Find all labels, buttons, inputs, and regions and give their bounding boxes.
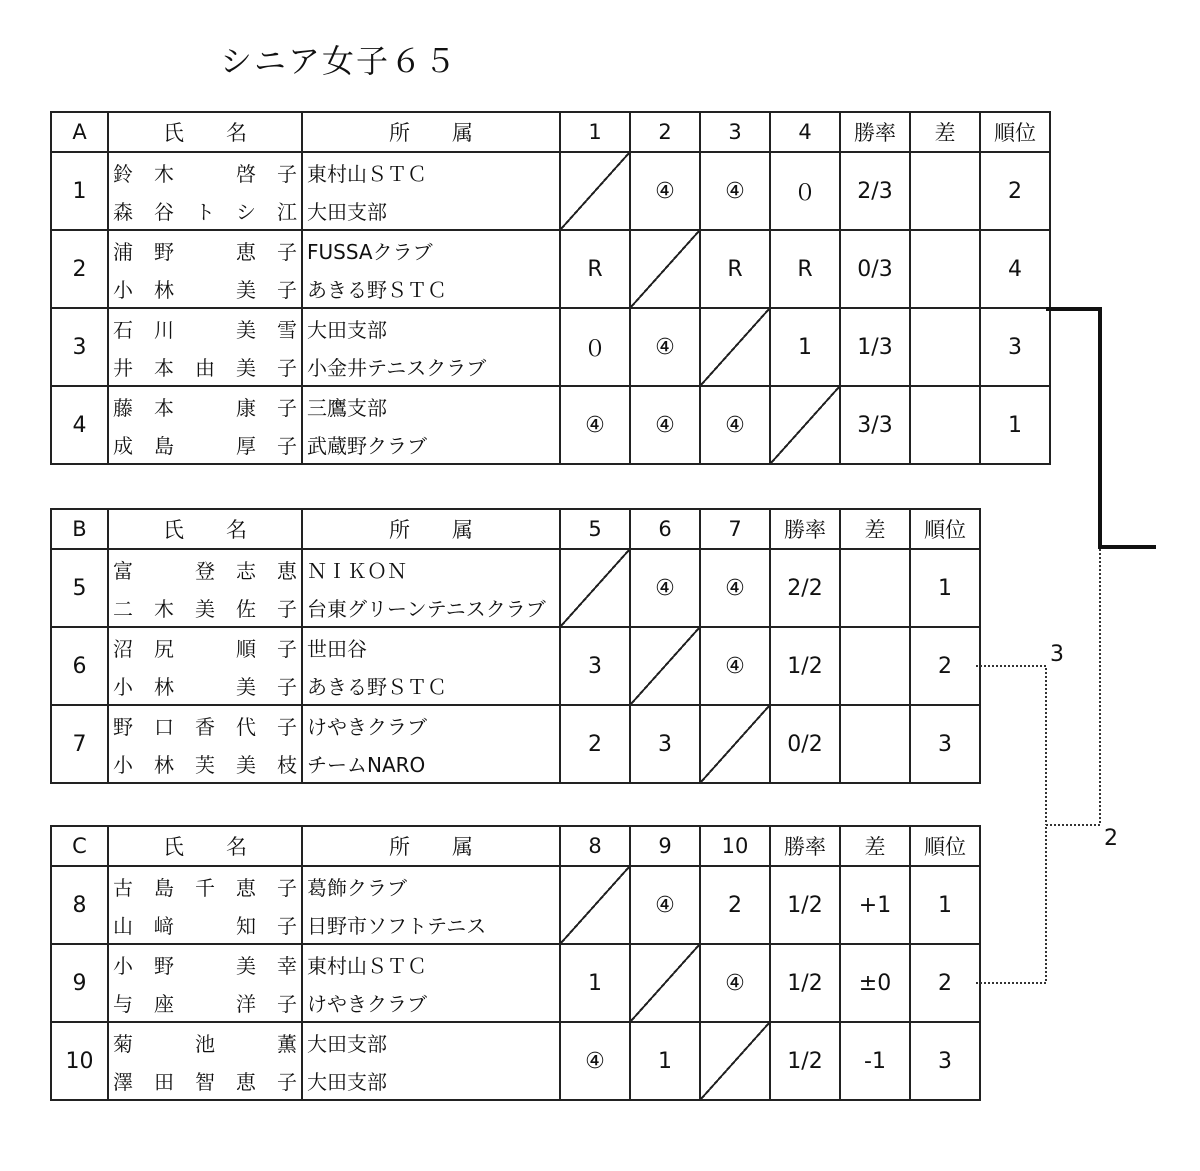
match-result: ④ <box>630 152 700 230</box>
rank: 3 <box>910 705 980 783</box>
page-title: シニア女子６５ <box>220 42 459 80</box>
rank: 3 <box>910 1022 980 1100</box>
player-name: 二 木 美 佐 子 <box>108 588 302 627</box>
player-affiliation: 武蔵野クラブ <box>302 425 560 464</box>
header-win-rate: 勝率 <box>770 826 840 866</box>
bracket-line-final-a <box>1046 309 1156 547</box>
bracket-line-semi-b <box>976 666 1046 825</box>
player-affiliation: あきる野ＳＴＣ <box>302 666 560 705</box>
player-no: 10 <box>51 1022 108 1100</box>
group-label: A <box>51 112 108 152</box>
win-rate: 0/2 <box>770 705 840 783</box>
header-opponent-no: 7 <box>700 509 770 549</box>
win-rate: 2/2 <box>770 549 840 627</box>
match-result: 1 <box>630 1022 700 1100</box>
player-affiliation: 世田谷 <box>302 627 560 666</box>
player-affiliation: 葛飾クラブ <box>302 866 560 905</box>
player-no: 2 <box>51 230 108 308</box>
match-result: 1 <box>770 308 840 386</box>
header-opponent-no: 6 <box>630 509 700 549</box>
player-no: 1 <box>51 152 108 230</box>
player-name: 小 林 芙 美 枝 <box>108 744 302 783</box>
header-name: 氏 名 <box>108 112 302 152</box>
player-affiliation: けやきクラブ <box>302 983 560 1022</box>
bracket-score-lower: 2 <box>1104 826 1118 851</box>
match-result: ④ <box>700 627 770 705</box>
player-no: 7 <box>51 705 108 783</box>
match-result: 3 <box>560 627 630 705</box>
match-result: ④ <box>700 944 770 1022</box>
player-name: 富 登 志 恵 <box>108 549 302 588</box>
player-no: 9 <box>51 944 108 1022</box>
group-label: B <box>51 509 108 549</box>
player-name: 鈴 木 啓 子 <box>108 152 302 191</box>
player-affiliation: チームNARO <box>302 744 560 783</box>
header-opponent-no: 3 <box>700 112 770 152</box>
player-no: 8 <box>51 866 108 944</box>
player-no: 3 <box>51 308 108 386</box>
player-name: 藤 本 康 子 <box>108 386 302 425</box>
player-name: 与 座 洋 子 <box>108 983 302 1022</box>
win-rate: 1/2 <box>770 866 840 944</box>
player-affiliation: ＮＩＫＯＮ <box>302 549 560 588</box>
header-opponent-no: 2 <box>630 112 700 152</box>
win-rate: 1/2 <box>770 627 840 705</box>
win-rate: 2/3 <box>840 152 910 230</box>
player-name: 野 口 香 代 子 <box>108 705 302 744</box>
rank: 2 <box>910 627 980 705</box>
match-result: 1 <box>560 944 630 1022</box>
player-affiliation: FUSSAクラブ <box>302 230 560 269</box>
player-name: 菊 池 薫 <box>108 1022 302 1061</box>
match-result: ④ <box>630 549 700 627</box>
player-name: 成 島 厚 子 <box>108 425 302 464</box>
match-result: ④ <box>700 152 770 230</box>
rank: 4 <box>980 230 1050 308</box>
player-name: 沼 尻 順 子 <box>108 627 302 666</box>
rank: 2 <box>910 944 980 1022</box>
player-affiliation: 大田支部 <box>302 1022 560 1061</box>
player-name: 山 﨑 知 子 <box>108 905 302 944</box>
match-result: ④ <box>630 866 700 944</box>
win-rate: 3/3 <box>840 386 910 464</box>
game-diff: -1 <box>840 1022 910 1100</box>
match-result: R <box>700 230 770 308</box>
header-diff: 差 <box>840 826 910 866</box>
bracket-score-upper: 3 <box>1050 642 1064 667</box>
rank: 3 <box>980 308 1050 386</box>
match-result: ④ <box>700 386 770 464</box>
player-affiliation: 大田支部 <box>302 308 560 347</box>
player-affiliation: けやきクラブ <box>302 705 560 744</box>
player-affiliation: 三鷹支部 <box>302 386 560 425</box>
player-affiliation: 日野市ソフトテニス <box>302 905 560 944</box>
win-rate: 1/2 <box>770 1022 840 1100</box>
header-opponent-no: 5 <box>560 509 630 549</box>
player-no: 6 <box>51 627 108 705</box>
header-diff: 差 <box>910 112 980 152</box>
match-result: 2 <box>700 866 770 944</box>
bracket-line-semi-c <box>976 825 1046 983</box>
player-name: 小 野 美 幸 <box>108 944 302 983</box>
match-result: ④ <box>700 549 770 627</box>
match-result: ④ <box>560 386 630 464</box>
game-diff: +1 <box>840 866 910 944</box>
match-result: R <box>560 230 630 308</box>
player-name: 澤 田 智 恵 子 <box>108 1061 302 1100</box>
header-rank: 順位 <box>910 826 980 866</box>
match-result: ④ <box>630 308 700 386</box>
header-affiliation: 所 属 <box>302 826 560 866</box>
match-result: ０ <box>560 308 630 386</box>
header-opponent-no: 4 <box>770 112 840 152</box>
rank: 1 <box>910 866 980 944</box>
match-result: ④ <box>630 386 700 464</box>
header-rank: 順位 <box>910 509 980 549</box>
bracket-line-semi-out <box>1046 547 1100 825</box>
win-rate: 1/3 <box>840 308 910 386</box>
rank: 1 <box>910 549 980 627</box>
player-affiliation: 大田支部 <box>302 1061 560 1100</box>
player-name: 浦 野 恵 子 <box>108 230 302 269</box>
player-affiliation: 東村山ＳＴＣ <box>302 944 560 983</box>
rank: 1 <box>980 386 1050 464</box>
match-result: 3 <box>630 705 700 783</box>
game-diff: ±0 <box>840 944 910 1022</box>
header-name: 氏 名 <box>108 826 302 866</box>
player-affiliation: 台東グリーンテニスクラブ <box>302 588 560 627</box>
group-label: C <box>51 826 108 866</box>
match-result: ④ <box>560 1022 630 1100</box>
header-opponent-no: 8 <box>560 826 630 866</box>
header-win-rate: 勝率 <box>840 112 910 152</box>
header-opponent-no: 10 <box>700 826 770 866</box>
rank: 2 <box>980 152 1050 230</box>
player-name: 小 林 美 子 <box>108 666 302 705</box>
player-name: 森 谷 ト シ 江 <box>108 191 302 230</box>
win-rate: 0/3 <box>840 230 910 308</box>
header-win-rate: 勝率 <box>770 509 840 549</box>
player-affiliation: 小金井テニスクラブ <box>302 347 560 386</box>
header-affiliation: 所 属 <box>302 509 560 549</box>
match-result: 2 <box>560 705 630 783</box>
player-affiliation: あきる野ＳＴＣ <box>302 269 560 308</box>
player-no: 4 <box>51 386 108 464</box>
player-name: 小 林 美 子 <box>108 269 302 308</box>
player-no: 5 <box>51 549 108 627</box>
header-opponent-no: 1 <box>560 112 630 152</box>
player-name: 石 川 美 雪 <box>108 308 302 347</box>
header-diff: 差 <box>840 509 910 549</box>
header-rank: 順位 <box>980 112 1050 152</box>
header-opponent-no: 9 <box>630 826 700 866</box>
header-affiliation: 所 属 <box>302 112 560 152</box>
player-name: 古 島 千 恵 子 <box>108 866 302 905</box>
player-affiliation: 大田支部 <box>302 191 560 230</box>
match-result: R <box>770 230 840 308</box>
header-name: 氏 名 <box>108 509 302 549</box>
win-rate: 1/2 <box>770 944 840 1022</box>
player-name: 井 本 由 美 子 <box>108 347 302 386</box>
player-affiliation: 東村山ＳＴＣ <box>302 152 560 191</box>
match-result: ０ <box>770 152 840 230</box>
